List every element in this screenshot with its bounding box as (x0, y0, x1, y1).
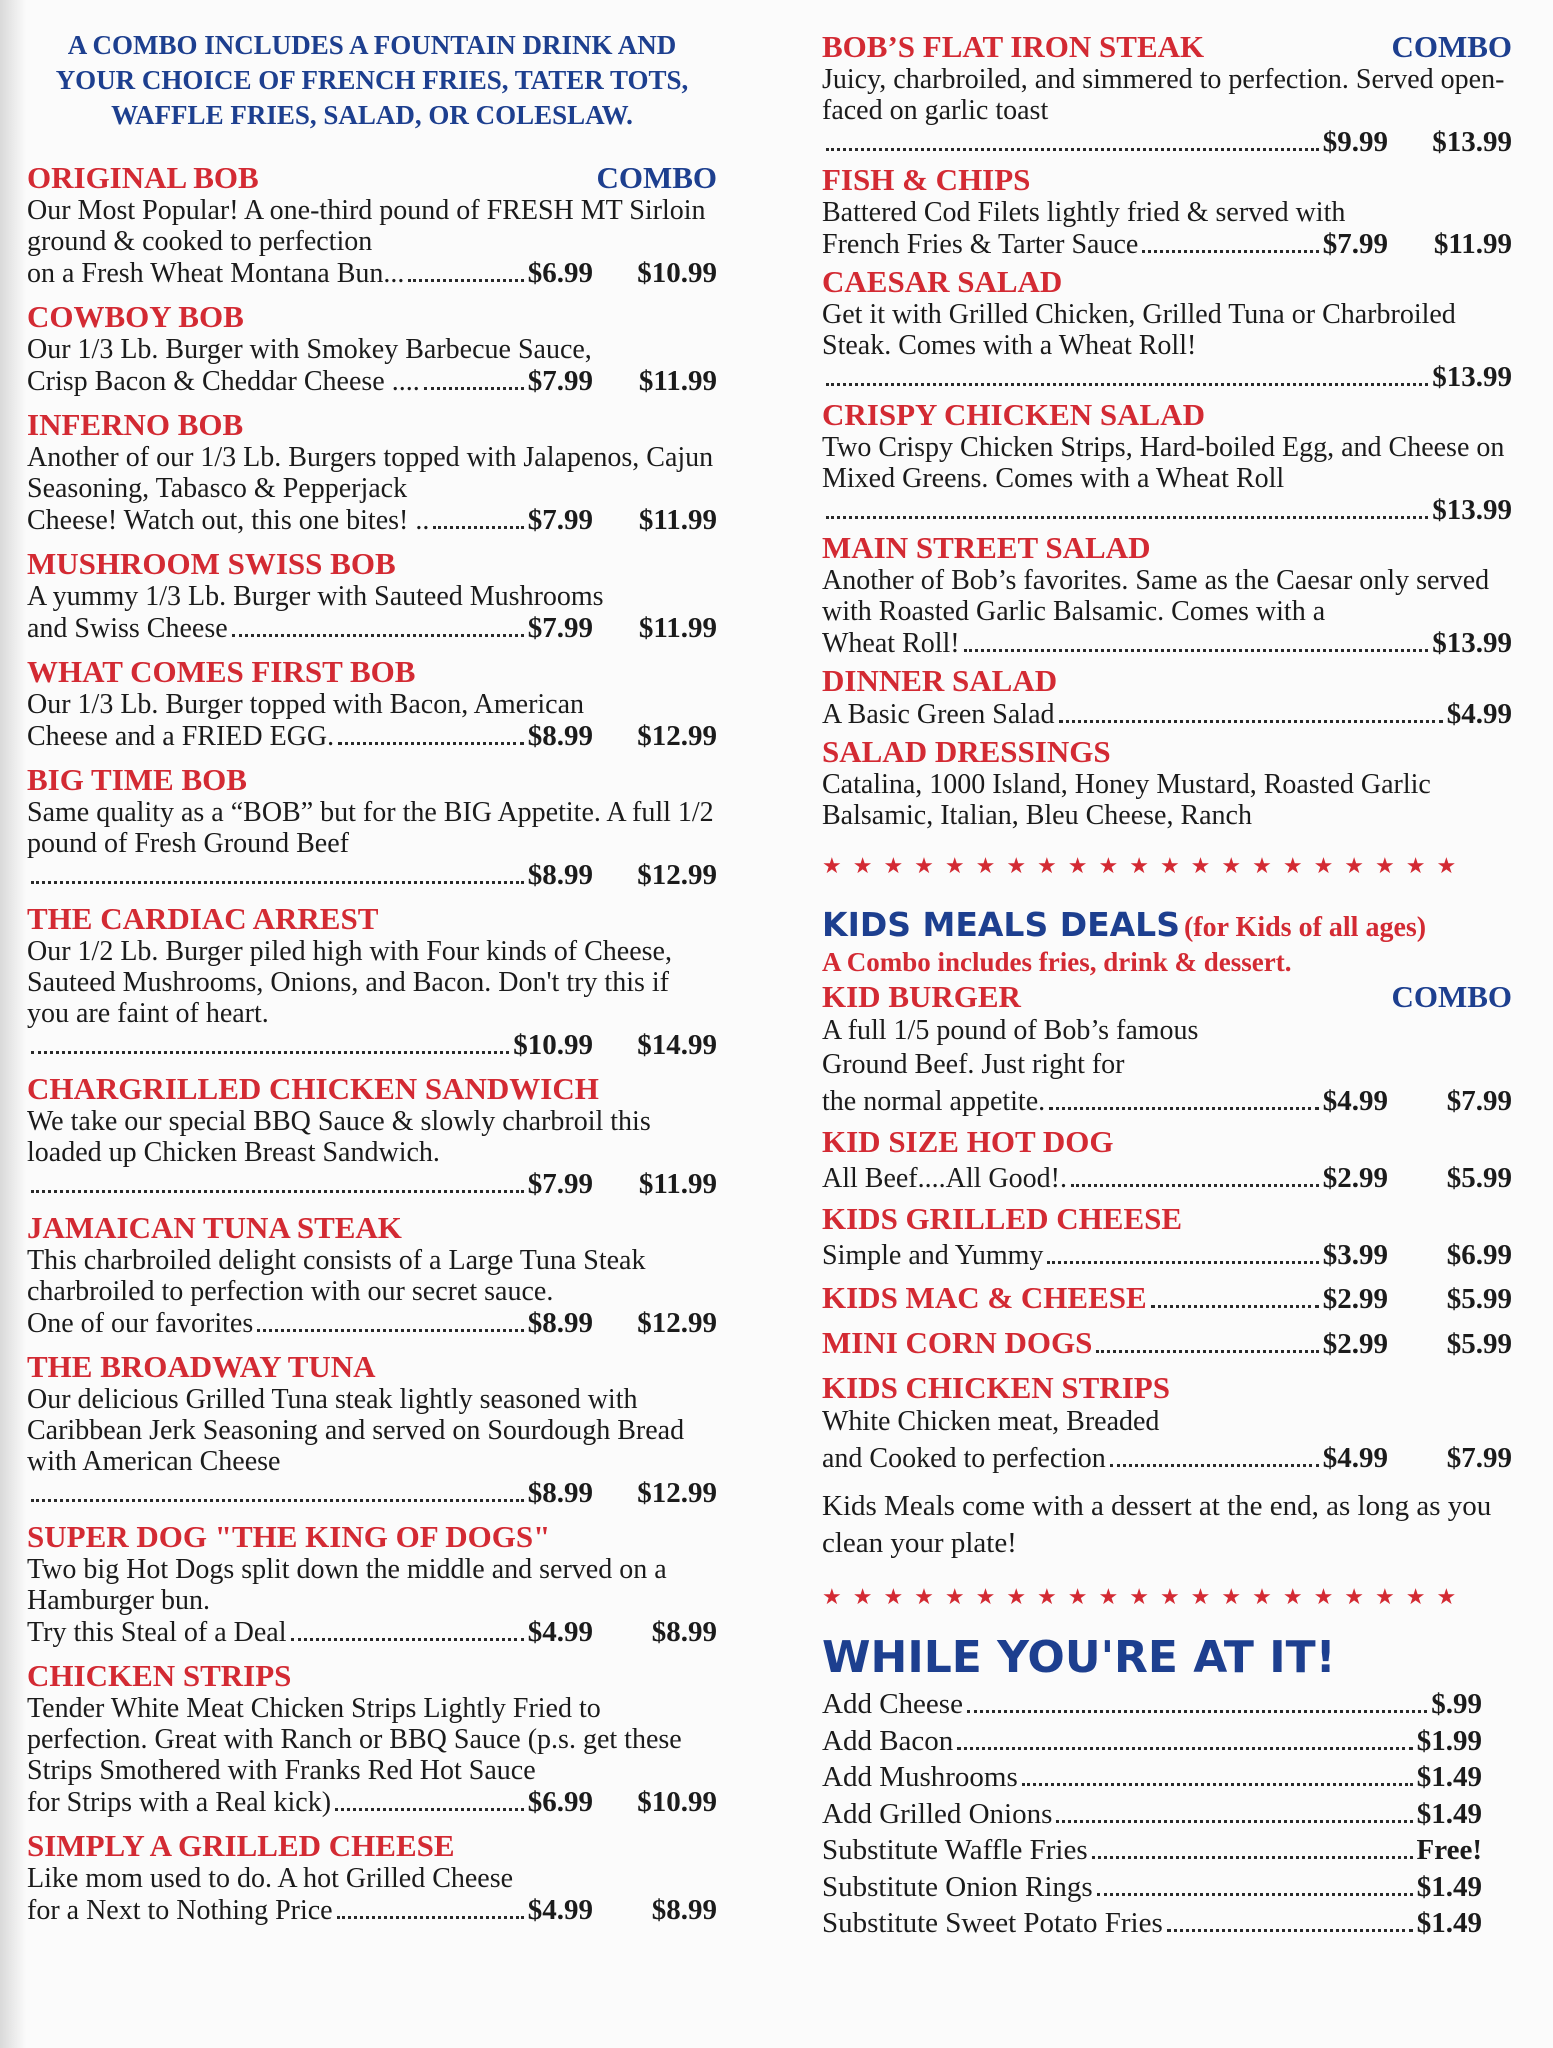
item-combo-price: $5.99 (1446, 1283, 1512, 1315)
right-menu-list (822, 0, 1512, 831)
dot-leader (826, 383, 1428, 386)
item-name: MINI CORN DOGS (822, 1325, 1093, 1360)
addon-label: Add Bacon (822, 1724, 954, 1757)
menu-item (27, 655, 717, 753)
dot-leader (1142, 250, 1318, 253)
item-price: $4.99 (1322, 1085, 1388, 1117)
item-combo-price: $5.99 (1446, 1328, 1512, 1360)
combo-note: A COMBO INCLUDES A FOUNTAIN DRINK AND YOUR CHOICE OF FRENCH FRIES, TATER TOTS, WAFFLE FRIES, SALAD, OR COLESLAW. (55, 30, 689, 130)
item-price: $3.99 (1322, 1239, 1388, 1271)
item-price-line (27, 612, 717, 645)
item-combo-price: $11.99 (638, 1168, 717, 1200)
right-column (822, 0, 1512, 1942)
dot-leader (967, 1710, 1427, 1713)
item-lead-text: and Cooked to perfection (822, 1443, 1106, 1474)
item-price-line (27, 1029, 717, 1062)
item-lead-text: One of our favorites (27, 1308, 254, 1339)
item-description: Like mom used to do. A hot Grilled Cheese (27, 1863, 514, 1894)
kids-heading: KIDS MEALS DEALS (822, 905, 1180, 944)
item-description: Our 1/3 Lb. Burger with Smokey Barbecue Sauce, (27, 334, 592, 365)
menu-item (27, 547, 717, 645)
item-title-row (27, 300, 717, 334)
kids-combo-note: A Combo includes fries, drink & dessert. (822, 947, 1292, 977)
addon-label: Add Grilled Onions (822, 1797, 1053, 1830)
item-combo-price: $8.99 (651, 1616, 717, 1648)
item-name: KIDS GRILLED CHEESE (822, 1201, 1183, 1236)
combo-column-label: COMBO (1391, 979, 1512, 1014)
item-price-line (27, 1477, 717, 1510)
item-name: KID SIZE HOT DOG (822, 1124, 1114, 1159)
item-name: THE CARDIAC ARREST (27, 901, 379, 936)
item-title-row (822, 1371, 1512, 1405)
dot-leader (1047, 1261, 1318, 1264)
item-lead-text: for a Next to Nothing Price (27, 1895, 333, 1926)
addon-item (822, 1905, 1482, 1942)
item-name: KIDS MAC & CHEESE (822, 1280, 1147, 1315)
item-name: CRISPY CHICKEN SALAD (822, 397, 1205, 432)
left-menu-list (27, 161, 717, 1927)
dot-leader (1151, 1305, 1319, 1308)
item-price: $13.99 (1432, 494, 1512, 526)
dot-leader (433, 526, 523, 529)
item-title-row (27, 408, 717, 442)
dot-leader (1059, 720, 1443, 723)
item-price: $8.99 (527, 1307, 593, 1339)
item-name: DINNER SALAD (822, 663, 1058, 698)
page-edge-shadow (0, 0, 26, 2048)
item-price-line (822, 1439, 1512, 1478)
item-title-row (822, 30, 1512, 64)
kids-menu-item (822, 1326, 1512, 1361)
addon-price: Free! (1416, 1834, 1482, 1866)
dot-leader (424, 387, 524, 390)
item-price-line (27, 257, 717, 290)
item-name: MUSHROOM SWISS BOB (27, 546, 396, 581)
item-description: Our 1/3 Lb. Burger topped with Bacon, American (27, 689, 585, 720)
item-name: CHARGRILLED CHICKEN SANDWICH (27, 1071, 599, 1106)
item-combo-price: $8.99 (651, 1894, 717, 1926)
item-name: BOB’S FLAT IRON STEAK (822, 29, 1205, 64)
addon-price: $.99 (1431, 1688, 1482, 1720)
item-combo-price: $5.99 (1446, 1162, 1512, 1194)
menu-item (822, 265, 1512, 394)
item-price: $7.99 (527, 612, 593, 644)
item-title-row (822, 735, 1512, 769)
kids-heading-row (822, 905, 1512, 944)
item-lead-text: A Basic Green Salad (822, 699, 1055, 730)
dot-leader (1022, 1783, 1413, 1786)
dot-leader (1167, 1929, 1413, 1932)
dot-leader (1110, 1464, 1319, 1467)
item-price-line (27, 859, 717, 892)
dot-leader (337, 1916, 524, 1919)
item-title-row (822, 265, 1512, 299)
item-lead-text: Wheat Roll! (822, 628, 960, 659)
dot-leader (232, 634, 524, 637)
item-price: $2.99 (1322, 1328, 1388, 1360)
item-title-row (822, 531, 1512, 565)
item-title-row (822, 1125, 1512, 1159)
item-combo-price: $14.99 (637, 1029, 717, 1061)
item-name: KID BURGER (822, 979, 1021, 1014)
kids-menu-item (822, 1281, 1512, 1316)
item-combo-price: $11.99 (638, 365, 717, 397)
item-title-row (27, 1072, 717, 1106)
menu-item (822, 30, 1512, 159)
item-price: $2.99 (1322, 1162, 1388, 1194)
menu-item (27, 902, 717, 1062)
dot-leader (1096, 1350, 1318, 1353)
item-combo-price: $12.99 (637, 720, 717, 752)
item-description: Our delicious Grilled Tuna steak lightly seasoned with Caribbean Jerk Seasoning and served on Sourdough Bread with American Cheese (27, 1384, 685, 1477)
left-column (27, 0, 717, 1937)
item-title-row (27, 1350, 717, 1384)
item-price: $4.99 (1446, 698, 1512, 730)
menu-item (27, 1520, 717, 1649)
item-title-row (822, 980, 1512, 1014)
item-title-row (822, 163, 1512, 197)
kids-subheading: (for Kids of all ages) (1183, 912, 1427, 943)
item-lead-text: Try this Steal of a Deal (27, 1617, 287, 1648)
item-title-row (27, 1211, 717, 1245)
item-description: Catalina, 1000 Island, Honey Mustard, Roasted Garlic Balsamic, Italian, Bleu Cheese, Ranch (822, 769, 1431, 831)
item-name: SIMPLY A GRILLED CHEESE (27, 1828, 455, 1863)
item-description: Another of Bob’s favorites. Same as the Caesar only served with Roasted Garlic Balsamic. Comes with a (822, 565, 1490, 627)
item-price-line (822, 228, 1512, 261)
item-description: Same quality as a “BOB” but for the BIG Appetite. A full 1/2 pound of Fresh Ground Beef (27, 797, 714, 859)
item-price: $10.99 (513, 1029, 593, 1061)
item-combo-price: $12.99 (637, 859, 717, 891)
item-name: SALAD DRESSINGS (822, 734, 1111, 769)
item-price-line (822, 627, 1512, 660)
item-price: $9.99 (1322, 126, 1388, 158)
dot-leader (964, 649, 1429, 652)
dot-leader (257, 1329, 523, 1332)
menu-item (27, 1072, 717, 1201)
item-name: COWBOY BOB (27, 299, 244, 334)
item-name: ORIGINAL BOB (27, 160, 259, 195)
item-price-line (822, 1159, 1512, 1198)
item-lead-text: Crisp Bacon & Cheddar Cheese .... (27, 366, 420, 397)
item-description: Battered Cod Filets lightly fried & served with (822, 197, 1346, 228)
item-title-row (822, 1202, 1512, 1236)
addon-label: Substitute Onion Rings (822, 1870, 1093, 1903)
item-price: $8.99 (527, 1477, 593, 1509)
menu-item (27, 1350, 717, 1510)
item-title-row (27, 161, 717, 195)
item-name: MAIN STREET SALAD (822, 530, 1151, 565)
item-description: Juicy, charbroiled, and simmered to perfection. Served open-faced on garlic toast (822, 64, 1505, 126)
addon-price: $1.49 (1416, 1761, 1482, 1793)
item-combo-price: $11.99 (638, 504, 717, 536)
item-name: CHICKEN STRIPS (27, 1658, 292, 1693)
item-price: $7.99 (527, 1168, 593, 1200)
addon-item (822, 1869, 1482, 1906)
dot-leader (335, 1808, 524, 1811)
dot-leader (957, 1747, 1412, 1750)
item-description: A yummy 1/3 Lb. Burger with Sauteed Mushrooms (27, 581, 604, 612)
item-price: $2.99 (1322, 1283, 1388, 1315)
dot-leader (1071, 1184, 1319, 1187)
item-description: Another of our 1/3 Lb. Burgers topped with Jalapenos, Cajun Seasoning, Tabasco & Pepperjack (27, 442, 714, 504)
item-price-line (27, 1894, 717, 1927)
item-lead-text: on a Fresh Wheat Montana Bun... (27, 258, 405, 289)
item-lead-text: Simple and Yummy (822, 1240, 1044, 1271)
dot-leader (1049, 1107, 1319, 1110)
item-combo-price: $6.99 (1446, 1239, 1512, 1271)
item-lead-text: for Strips with a Real kick) (27, 1787, 332, 1818)
dot-leader (31, 1190, 524, 1193)
addons-list (822, 1686, 1512, 1942)
combo-column-label: COMBO (1391, 29, 1512, 64)
item-price-line (27, 720, 717, 753)
addon-label: Substitute Sweet Potato Fries (822, 1907, 1163, 1939)
item-price-line (822, 1326, 1512, 1361)
addon-item (822, 1686, 1482, 1723)
addon-price: $1.49 (1416, 1797, 1482, 1830)
addon-price: $1.49 (1416, 1907, 1482, 1939)
item-price-line (822, 1236, 1512, 1275)
menu-item (27, 1659, 717, 1819)
star-divider: ★★★★★★★★★★★★★★★★★★★★★ (822, 853, 1468, 878)
item-description: Two Crispy Chicken Strips, Hard-boiled Egg, and Cheese on Mixed Greens. Comes with a Wheat Roll (822, 432, 1505, 494)
item-description: A full 1/5 pound of Bob’s famous Ground Beef. Just right for (822, 1015, 1199, 1080)
item-description: Tender White Meat Chicken Strips Lightly Fried to perfection. Great with Ranch or BBQ Sauce (p.s. get these Strips Smothered with Franks Red Hot Sauce (27, 1693, 682, 1786)
item-title-row (27, 763, 717, 797)
item-description: Get it with Grilled Chicken, Grilled Tuna or Charbroiled Steak. Comes with a Wheat Roll! (822, 299, 1456, 361)
dot-leader (338, 742, 524, 745)
dot-leader (408, 279, 523, 282)
dot-leader (31, 1051, 509, 1054)
item-name: FISH & CHIPS (822, 162, 1031, 197)
menu-item (27, 161, 717, 290)
item-price-line (27, 1616, 717, 1649)
dot-leader (1056, 1820, 1412, 1823)
kids-menu-list (822, 980, 1512, 1478)
item-name: KIDS CHICKEN STRIPS (822, 1370, 1170, 1405)
dot-leader (1092, 1856, 1413, 1859)
item-price-line (822, 698, 1512, 731)
item-description: Two big Hot Dogs split down the middle and served on a Hamburger bun. (27, 1554, 667, 1616)
menu-item (822, 163, 1512, 261)
addon-label: Add Cheese (822, 1688, 963, 1720)
dot-leader (31, 1499, 524, 1502)
kids-message: Kids Meals come with a dessert at the end, as long as you clean your plate! (822, 1490, 1492, 1559)
menu-item (27, 1829, 717, 1927)
kids-menu-item (822, 980, 1512, 1121)
item-combo-price: $10.99 (637, 257, 717, 289)
item-description: This charbroiled delight consists of a Large Tuna Steak charbroiled to perfection with our secret sauce. (27, 1245, 646, 1307)
kids-section (822, 905, 1512, 1562)
item-combo-price: $12.99 (637, 1477, 717, 1509)
dot-leader (826, 516, 1428, 519)
item-price: $13.99 (1432, 361, 1512, 393)
addons-heading: WHILE YOU'RE AT IT! (822, 1632, 1336, 1683)
menu-item (822, 735, 1512, 831)
dot-leader (826, 148, 1319, 151)
item-price: $7.99 (527, 365, 593, 397)
item-price-line (822, 1082, 1512, 1121)
item-title-row (27, 902, 717, 936)
item-price: $4.99 (527, 1616, 593, 1648)
item-price-line (822, 1281, 1512, 1316)
item-price: $7.99 (1322, 228, 1388, 260)
item-combo-price: $7.99 (1446, 1085, 1512, 1117)
item-price: $8.99 (527, 720, 593, 752)
addon-item (822, 1832, 1482, 1869)
item-price: $4.99 (527, 1894, 593, 1926)
item-combo-price: $11.99 (638, 612, 717, 644)
item-price: $6.99 (527, 1786, 593, 1818)
addon-item (822, 1723, 1482, 1760)
item-price-line (822, 126, 1512, 159)
item-name: THE BROADWAY TUNA (27, 1349, 376, 1384)
item-title-row (27, 1659, 717, 1693)
item-description: Our 1/2 Lb. Burger piled high with Four kinds of Cheese, Sauteed Mushrooms, Onions, and Bacon. Don't try this if you are faint of heart. (27, 936, 672, 1029)
item-price-line (822, 361, 1512, 394)
item-name: JAMAICAN TUNA STEAK (27, 1210, 402, 1245)
item-price: $8.99 (527, 859, 593, 891)
item-price-line (27, 1307, 717, 1340)
star-divider-2: ★★★★★★★★★★★★★★★★★★★★★ (822, 1584, 1468, 1609)
menu-item (27, 300, 717, 398)
item-title-row (27, 547, 717, 581)
item-name: SUPER DOG "THE KING OF DOGS" (27, 1519, 551, 1554)
item-title-row (27, 1520, 717, 1554)
item-price-line (27, 504, 717, 537)
item-combo-price: $7.99 (1446, 1442, 1512, 1474)
item-lead-text: French Fries & Tarter Sauce (822, 229, 1139, 260)
menu-item (27, 408, 717, 537)
item-price-line (27, 365, 717, 398)
item-combo-price: $12.99 (637, 1307, 717, 1339)
combo-column-label: COMBO (596, 160, 717, 195)
item-name: WHAT COMES FIRST BOB (27, 654, 416, 689)
item-name: BIG TIME BOB (27, 762, 247, 797)
item-description: White Chicken meat, Breaded (822, 1406, 1160, 1437)
dot-leader (291, 1638, 524, 1641)
item-price: $4.99 (1322, 1442, 1388, 1474)
item-combo-price: $13.99 (1432, 126, 1512, 158)
addon-item (822, 1796, 1482, 1833)
addon-price: $1.49 (1416, 1870, 1482, 1903)
addon-label: Substitute Waffle Fries (822, 1834, 1088, 1866)
addon-label: Add Mushrooms (822, 1761, 1018, 1793)
item-combo-price: $10.99 (637, 1786, 717, 1818)
dot-leader (31, 881, 524, 884)
item-lead-text: Cheese! Watch out, this one bites! .. (27, 505, 430, 536)
item-title-row (27, 1829, 717, 1863)
item-price-line (27, 1786, 717, 1819)
kids-menu-item (822, 1371, 1512, 1478)
item-title-row (27, 655, 717, 689)
kids-menu-item (822, 1125, 1512, 1198)
addon-item (822, 1759, 1482, 1796)
item-name: CAESAR SALAD (822, 264, 1063, 299)
item-description: Our Most Popular! A one-third pound of FRESH MT Sirloin ground & cooked to perfection (27, 195, 706, 257)
dot-leader (1097, 1893, 1413, 1896)
kids-menu-item (822, 1202, 1512, 1275)
menu-item (822, 531, 1512, 660)
addons-section (822, 1630, 1512, 1942)
item-price-line (822, 494, 1512, 527)
item-lead-text: and Swiss Cheese (27, 613, 228, 644)
menu-item (27, 763, 717, 892)
item-description: We take our special BBQ Sauce & slowly charbroil this loaded up Chicken Breast Sandwich. (27, 1106, 651, 1168)
item-lead-text: All Beef....All Good!. (822, 1163, 1067, 1194)
item-price: $7.99 (527, 504, 593, 536)
item-combo-price: $11.99 (1433, 228, 1512, 260)
item-price: $6.99 (527, 257, 593, 289)
menu-item (822, 398, 1512, 527)
menu-item (27, 1211, 717, 1340)
item-title-row (822, 398, 1512, 432)
item-lead-text: Cheese and a FRIED EGG. (27, 721, 335, 752)
item-title-row (822, 664, 1512, 698)
item-price-line (27, 1168, 717, 1201)
item-name: INFERNO BOB (27, 407, 244, 442)
addon-price: $1.99 (1416, 1724, 1482, 1757)
item-lead-text: the normal appetite. (822, 1086, 1046, 1117)
menu-item (822, 664, 1512, 731)
item-price: $13.99 (1432, 627, 1512, 659)
